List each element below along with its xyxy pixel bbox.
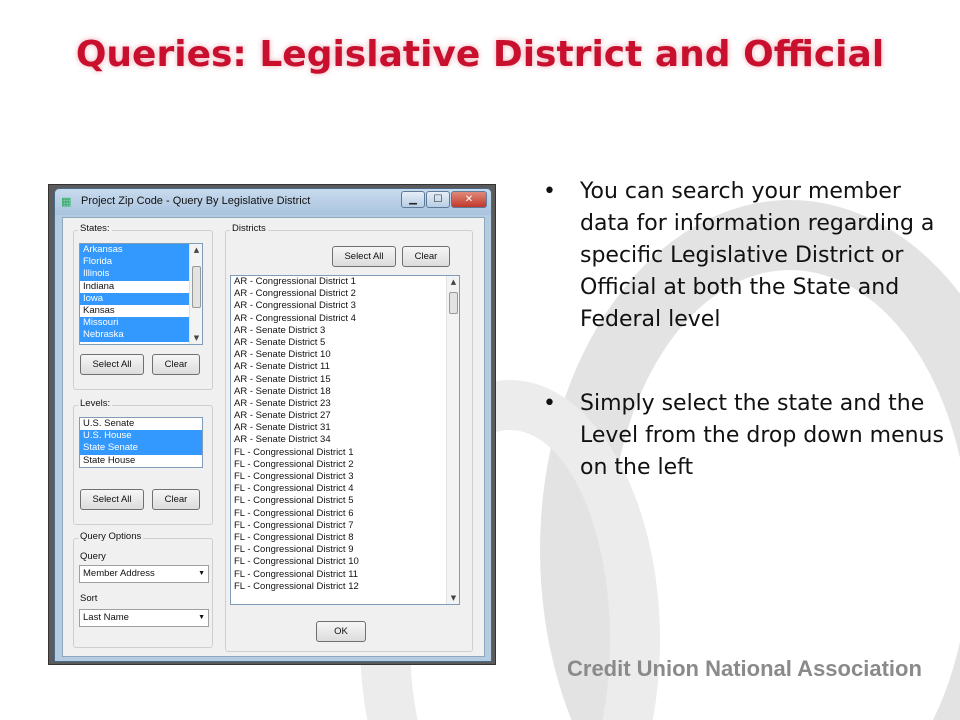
levels-select-all-button[interactable]: Select All xyxy=(80,489,144,510)
list-item[interactable]: AR - Senate District 31 xyxy=(234,422,331,434)
levels-group xyxy=(73,398,213,525)
list-item[interactable]: FL - Congressional District 6 xyxy=(234,507,354,519)
list-item[interactable]: AR - Congressional District 1 xyxy=(234,276,356,287)
sort-select[interactable] xyxy=(79,609,209,627)
query-window xyxy=(54,188,492,662)
districts-group xyxy=(225,223,473,652)
list-item[interactable]: AR - Senate District 15 xyxy=(234,373,331,385)
list-item[interactable]: Illinois xyxy=(80,268,202,280)
districts-label: Districts xyxy=(232,223,266,234)
list-item[interactable]: AR - Senate District 10 xyxy=(234,349,331,361)
scroll-up-icon[interactable]: ▲ xyxy=(450,278,457,286)
list-item[interactable]: AR - Senate District 23 xyxy=(234,397,331,409)
query-value: Member Address xyxy=(83,568,155,579)
bullet-text: You can search your member data for information regarding a specific Legislative District or Official at both the State and Federal level xyxy=(580,179,935,332)
scroll-down-icon[interactable]: ▼ xyxy=(193,334,200,342)
sort-label: Sort xyxy=(80,593,98,604)
states-group xyxy=(73,223,213,390)
bullet-icon: • xyxy=(543,179,556,204)
list-item[interactable]: FL - Congressional District 3 xyxy=(234,471,354,482)
list-item[interactable]: AR - Congressional District 3 xyxy=(234,300,356,312)
levels-clear-button[interactable]: Clear xyxy=(152,489,200,510)
list-item[interactable]: FL - Congressional District 9 xyxy=(234,544,354,556)
bullet-item xyxy=(535,176,955,336)
query-select[interactable] xyxy=(79,565,209,583)
query-label: Query xyxy=(80,551,106,562)
app-icon: ▦ xyxy=(61,195,72,208)
ok-button[interactable]: OK xyxy=(316,621,366,642)
chevron-down-icon: ▼ xyxy=(198,570,205,577)
list-item[interactable]: U.S. Senate xyxy=(83,418,135,429)
query-options-label: Query Options xyxy=(80,531,142,542)
title-bar[interactable] xyxy=(55,189,491,215)
list-item[interactable]: AR - Senate District 5 xyxy=(234,336,326,348)
bullet-icon: • xyxy=(543,391,556,416)
dialog-body xyxy=(62,217,485,657)
states-scrollbar[interactable] xyxy=(189,244,202,344)
list-item[interactable]: AR - Senate District 27 xyxy=(234,410,331,422)
scroll-thumb[interactable] xyxy=(449,292,458,314)
list-item[interactable]: FL - Congressional District 2 xyxy=(234,458,354,470)
list-item[interactable]: Arkansas xyxy=(80,244,202,256)
list-item[interactable]: AR - Senate District 11 xyxy=(234,361,330,373)
maximize-button[interactable]: ☐ xyxy=(426,191,450,208)
list-item[interactable]: Iowa xyxy=(80,293,202,305)
query-options-group xyxy=(73,531,213,648)
list-item[interactable]: State Senate xyxy=(80,442,202,454)
states-clear-button[interactable]: Clear xyxy=(152,354,200,375)
scroll-thumb[interactable] xyxy=(192,266,201,308)
states-label: States: xyxy=(80,223,110,234)
bullet-text: Simply select the state and the Level from the drop down menus on the left xyxy=(580,391,944,480)
list-item[interactable]: FL - Congressional District 8 xyxy=(234,531,354,543)
districts-listbox[interactable] xyxy=(230,275,460,605)
window-title: Project Zip Code - Query By Legislative District xyxy=(81,195,311,207)
states-listbox[interactable] xyxy=(79,243,203,345)
list-item[interactable]: AR - Senate District 18 xyxy=(234,385,331,397)
districts-list xyxy=(231,276,459,593)
list-item[interactable]: Florida xyxy=(80,256,202,268)
sort-value: Last Name xyxy=(83,612,129,623)
dialog-screenshot xyxy=(48,184,496,665)
list-item[interactable]: FL - Congressional District 10 xyxy=(234,556,359,568)
chevron-down-icon: ▼ xyxy=(198,614,205,621)
list-item[interactable]: Kansas xyxy=(83,304,115,316)
list-item[interactable]: FL - Congressional District 11 xyxy=(234,568,359,580)
list-item[interactable]: AR - Senate District 34 xyxy=(234,434,331,446)
districts-select-all-button[interactable]: Select All xyxy=(332,246,396,267)
slide-title: Queries: Legislative District and Official xyxy=(75,34,885,75)
levels-label: Levels: xyxy=(80,398,111,409)
list-item[interactable]: U.S. House xyxy=(80,430,202,442)
scroll-down-icon[interactable]: ▼ xyxy=(450,594,457,602)
list-item[interactable]: AR - Senate District 3 xyxy=(234,324,326,336)
list-item[interactable]: FL - Congressional District 12 xyxy=(234,580,359,592)
list-item[interactable]: FL - Congressional District 5 xyxy=(234,495,354,507)
list-item[interactable]: AR - Congressional District 4 xyxy=(234,312,356,324)
districts-clear-button[interactable]: Clear xyxy=(402,246,450,267)
list-item[interactable]: FL - Congressional District 1 xyxy=(234,446,354,458)
list-item[interactable]: Indiana xyxy=(83,280,115,292)
list-item[interactable]: State House xyxy=(83,454,136,466)
states-list xyxy=(80,244,202,342)
levels-list xyxy=(80,418,202,467)
close-button[interactable]: ✕ xyxy=(451,191,487,208)
scroll-up-icon[interactable]: ▲ xyxy=(193,246,200,254)
list-item[interactable]: AR - Congressional District 2 xyxy=(234,288,356,300)
bullet-list xyxy=(535,176,955,536)
list-item[interactable]: Nebraska xyxy=(80,329,202,341)
list-item[interactable]: FL - Congressional District 4 xyxy=(234,483,354,495)
list-item[interactable]: FL - Congressional District 7 xyxy=(234,519,354,531)
districts-scrollbar[interactable] xyxy=(446,276,459,604)
list-item[interactable]: Missouri xyxy=(80,317,202,329)
levels-listbox[interactable] xyxy=(79,417,203,468)
footer-org-name: Credit Union National Association xyxy=(567,656,922,681)
minimize-button[interactable]: ▁ xyxy=(401,191,425,208)
states-select-all-button[interactable]: Select All xyxy=(80,354,144,375)
bullet-item xyxy=(535,388,955,484)
